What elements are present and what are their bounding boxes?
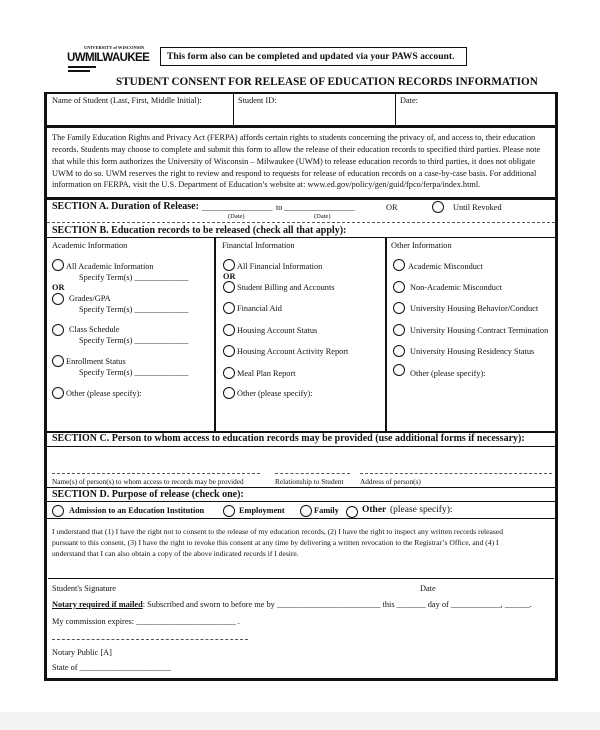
page-bottom-margin (0, 712, 600, 730)
recipient-name-field[interactable] (52, 473, 260, 474)
consent-form-page: UNIVERSITY of WISCONSIN UWMILWAUKEE This form also can be completed and updated via your PAWS account. STUDENT CONSENT FOR RELEASE OF EDUCATION RECORDS INFORMATION Name of Student (Last, First, Middle Initial): Student ID: Date: The Family Education Rights and Privacy Act (FERPA) affords certain rights to students concerning the privacy of, and access to, their education records. Students may choose to complete and submit this form to allow the release of their education records to specified third parties. Please note that while this form authorizes the University of Wisconsin – Milwaukee (UWM) to release education records to third parties, it does not obligate UWM to do so. UWM reserves the right to review and respond to requests for release of education records on a case-by-case basis. For additional information on FERPA, visit the U.S. Department of Education’s website at: www.ed.gov/policy/gen/guid/fpco/ferpa/index.html. SECTION A. Duration of Release: _________________ to _________________ (Date) (Date) OR Until Revoked SECTION B. Education records to be released (check all that apply): Academic Information All Academic Information Specify Term(s) _____________ OR Grades/GPA Specify Term(s) _____________ Class Schedule Specify Term(s) _____________ Enrollment Status Specify Term(s) _____________ Other (please specify): Financial Information All Financial Information OR Student Billing and Accounts Financial Aid Housing Account Status Housing Account Activity Report Meal Plan Report Other (please specify): Other Information Academic Misconduct Non-Academic Misconduct University Housing Behavior/Conduct University Housing Contract Termination University Housing Residency Status Other (please specify): SECTION C. Person to whom access to education records may be provided (use additional forms if necessary): Name(s) of person(s) to whom access to records may be provided Relationship to Student Address of person(s) SECTION D. Purpose of release (check one): Admission to an Education Institution Employment Family Other (please specify): I understand that (1) I have the right not to consent to the release of my education records, (2) I have the right to inspect any written records released pursuant to this consent, (3) I have the right to revoke this consent at any time by delivering a written revocation to the Registrar’s Office, and (4) I understand that I can also obtain a copy of the above indicated records if I desire. Student's Signature Date Notary required if mailed: Subscribed and sworn to before me by _________________________ this _______ day of ____________, ______. My commission expires: ________________________ . Notary Public [A] State of ______________________ (0, 0, 600, 730)
financial-other-radio[interactable] (223, 387, 235, 399)
commission-expires-field[interactable]: My commission expires: ________________________ . (52, 617, 240, 626)
grades-gpa-radio[interactable] (52, 293, 64, 305)
academic-misconduct-radio[interactable] (393, 259, 405, 271)
specify-term-field[interactable]: Specify Term(s) _____________ (79, 368, 189, 377)
section-c-label: SECTION C. Person to whom access to education records may be provided (use additional forms if necessary): (52, 433, 525, 444)
notary-required-label: Notary required if mailed (52, 600, 143, 609)
notary-signature-line[interactable] (52, 639, 248, 640)
specify-term-field[interactable]: Specify Term(s) _____________ (79, 336, 189, 345)
academic-other-radio[interactable] (52, 387, 64, 399)
logo-university: UNIVERSITY of WISCONSIN (84, 45, 145, 50)
all-academic-radio[interactable] (52, 259, 64, 271)
student-billing-radio[interactable] (223, 281, 235, 293)
housing-account-status-radio[interactable] (223, 324, 235, 336)
date-field[interactable]: Date: (400, 96, 418, 105)
other-purpose-specify[interactable]: (please specify): (390, 505, 453, 515)
family-radio[interactable] (300, 505, 312, 517)
section-b-label: SECTION B. Education records to be released (check all that apply): (52, 225, 347, 236)
address-field[interactable] (360, 473, 552, 474)
class-schedule-radio[interactable] (52, 324, 64, 336)
section-a-label: SECTION A. Duration of Release: (52, 201, 199, 212)
paws-notice: This form also can be completed and updated via your PAWS account. (167, 51, 455, 62)
uwm-logo: UWMILWAUKEE (67, 52, 150, 64)
housing-contract-termination-radio[interactable] (393, 324, 405, 336)
relationship-field[interactable] (275, 473, 350, 474)
section-d-label: SECTION D. Purpose of release (check one): (52, 489, 244, 500)
student-name-field[interactable]: Name of Student (Last, First, Middle Initial): (52, 96, 202, 105)
other-info-other-radio[interactable] (393, 364, 405, 376)
admission-radio[interactable] (52, 505, 64, 517)
signature-line[interactable] (48, 578, 554, 579)
release-start-date[interactable]: _________________ (202, 203, 273, 212)
non-academic-misconduct-radio[interactable] (393, 281, 405, 293)
financial-aid-radio[interactable] (223, 302, 235, 314)
paws-notice-box (160, 47, 467, 66)
employment-radio[interactable] (223, 505, 235, 517)
other-purpose-radio[interactable] (346, 506, 358, 518)
student-id-field[interactable]: Student ID: (238, 96, 277, 105)
until-revoked-radio[interactable] (432, 201, 444, 213)
all-financial-radio[interactable] (223, 259, 235, 271)
release-end-date[interactable]: _________________ (284, 203, 355, 212)
specify-term-field[interactable]: Specify Term(s) _____________ (79, 305, 189, 314)
enrollment-status-radio[interactable] (52, 355, 64, 367)
state-of-field[interactable]: State of ______________________ (52, 663, 171, 672)
housing-residency-radio[interactable] (393, 345, 405, 357)
notary-sworn-line[interactable]: : Subscribed and sworn to before me by _________________________ this _______ day of ____________, ______. (142, 600, 532, 609)
housing-behavior-radio[interactable] (393, 302, 405, 314)
meal-plan-report-radio[interactable] (223, 367, 235, 379)
housing-activity-report-radio[interactable] (223, 345, 235, 357)
specify-term-field[interactable]: Specify Term(s) _____________ (79, 273, 189, 282)
page-title: STUDENT CONSENT FOR RELEASE OF EDUCATION RECORDS INFORMATION (116, 76, 538, 88)
